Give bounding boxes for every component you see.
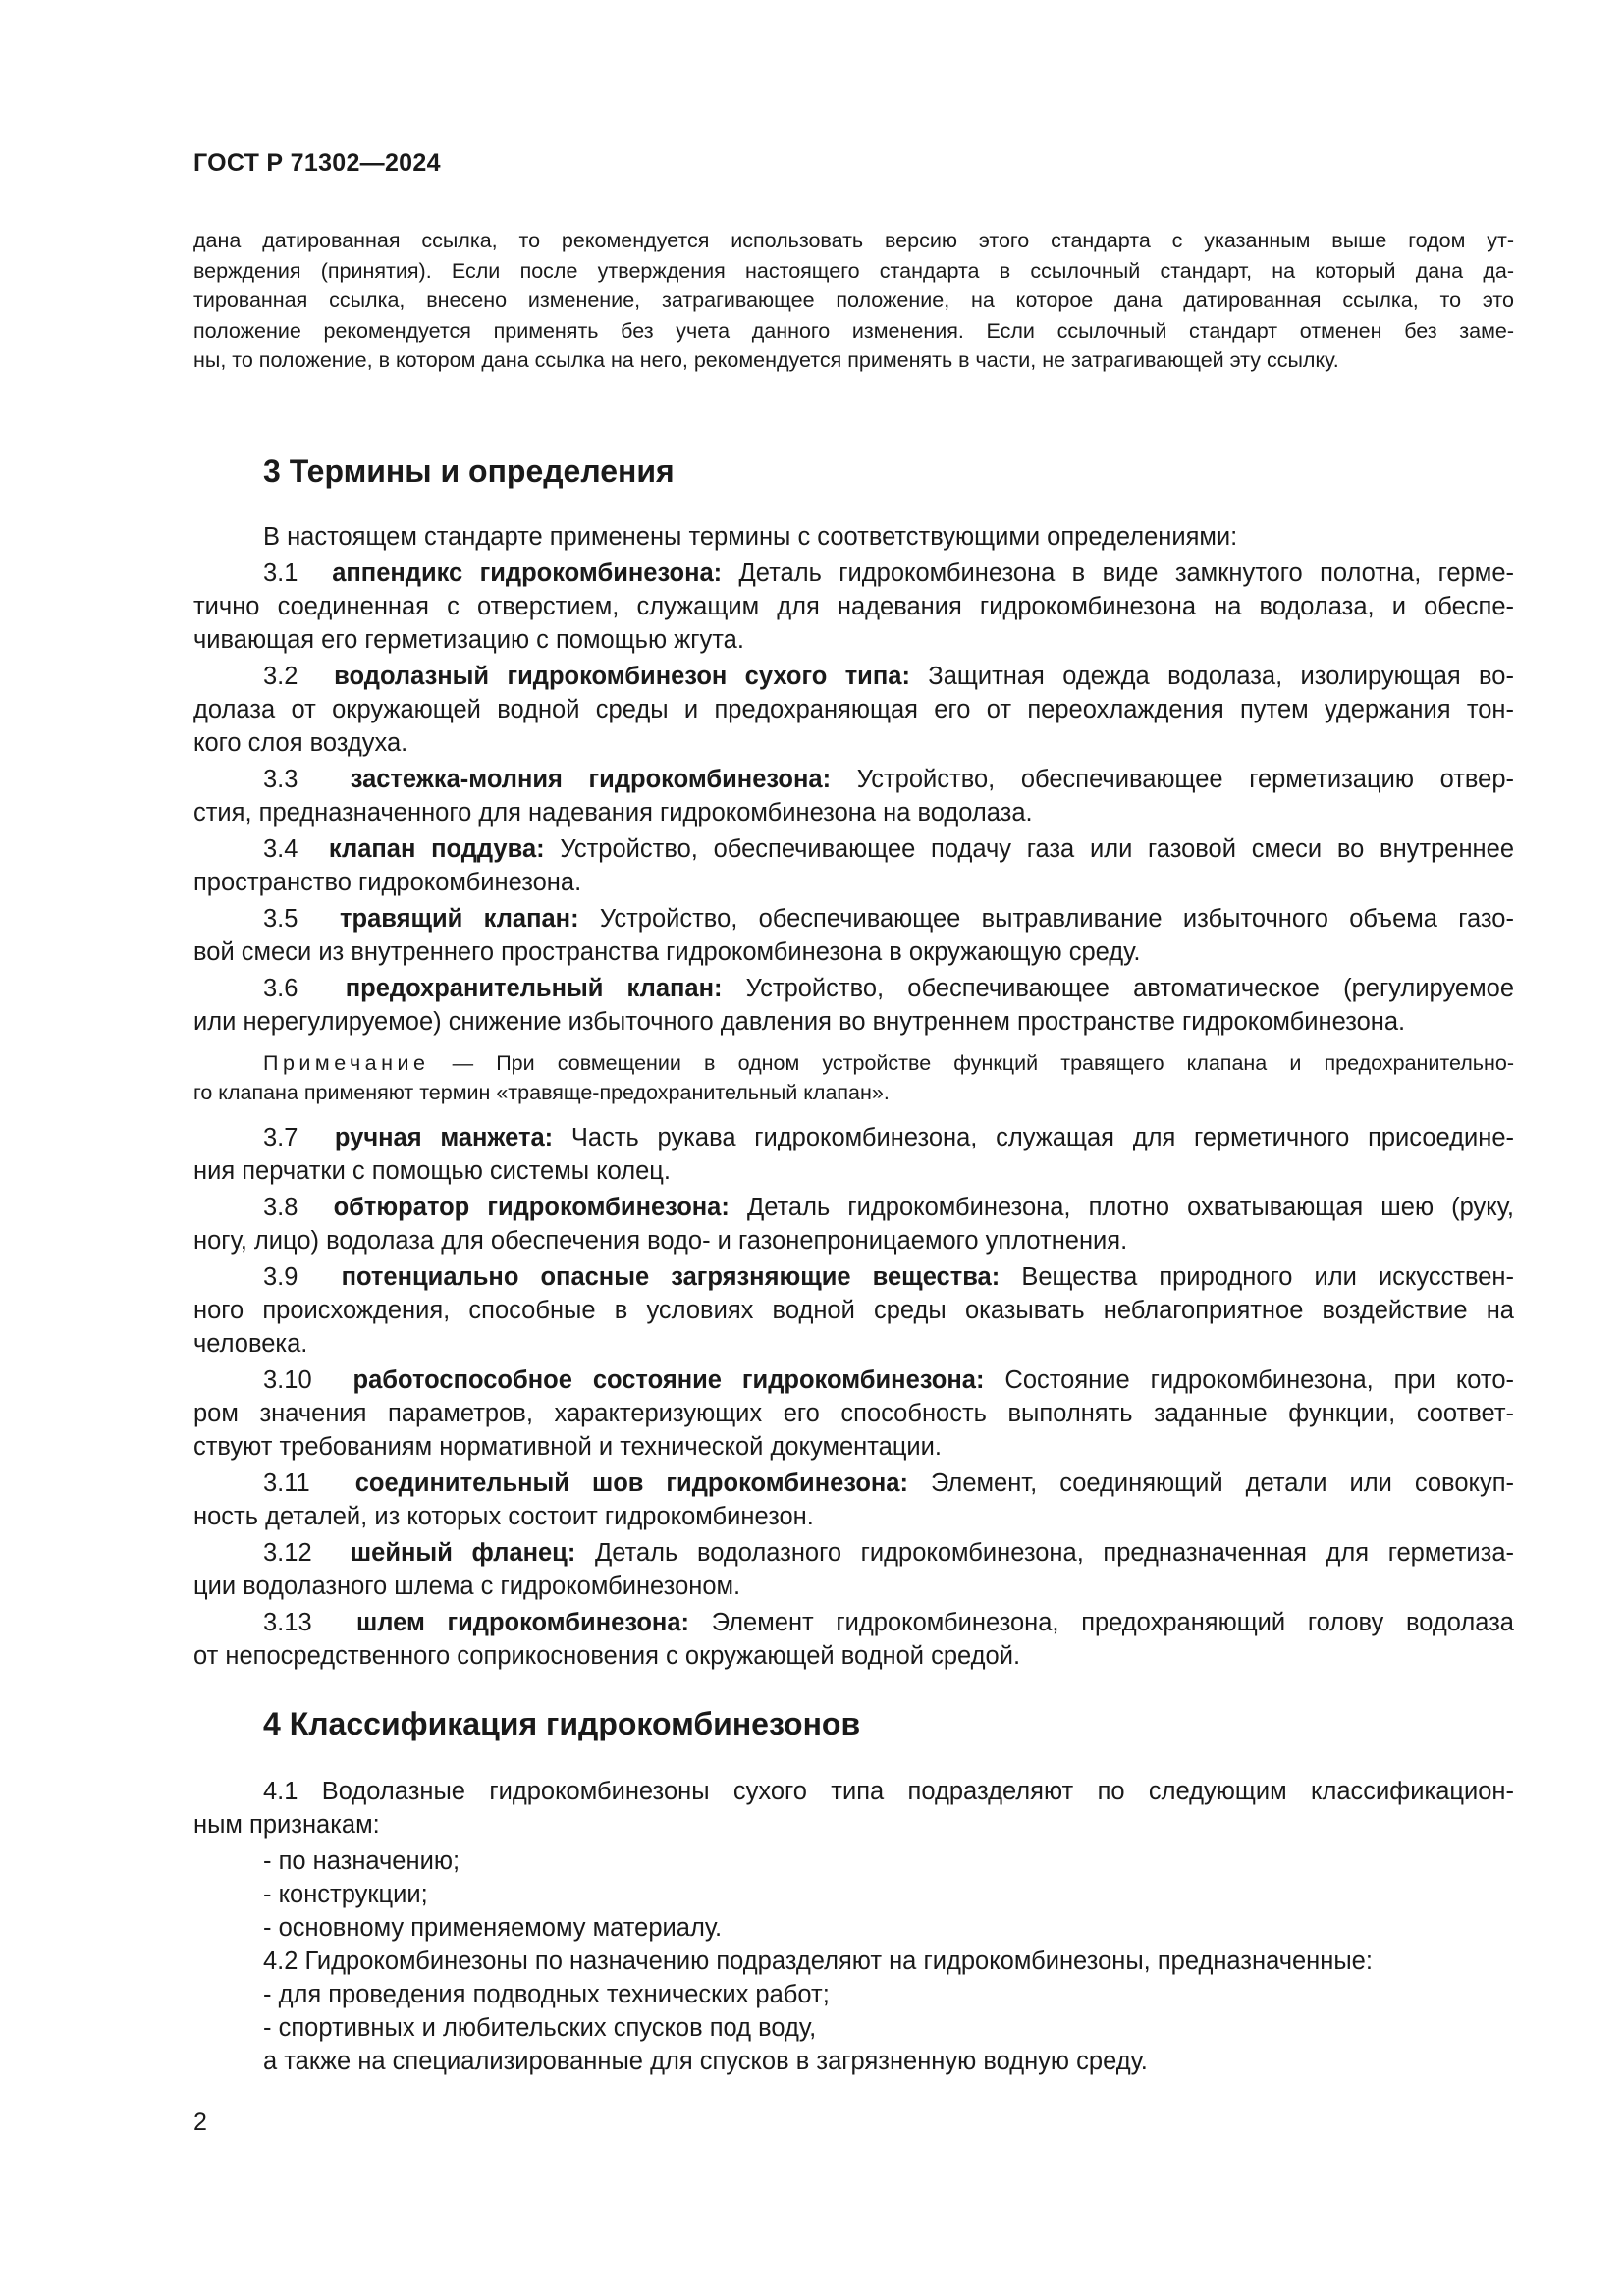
term-3-7 [193, 1121, 1514, 1188]
term-definition: чивающая его герметизацию с помощью жгута. [193, 626, 744, 654]
note-text: — При совмещении в одном устройстве функций травящего клапана и предохранительно- [429, 1051, 1514, 1075]
note-block [193, 1048, 1514, 1107]
note-text: го клапана применяют термин «травяще-предохранительный клапан». [193, 1081, 890, 1104]
term-definition: Деталь водолазного гидрокомбинезона, предназначенная для герметиза- [594, 1539, 1514, 1567]
term-number: 3.13 [263, 1609, 312, 1636]
paragraph-text: 4.1 Водолазные гидрокомбинезоны сухого типа подразделяют по следующим классификацион- [263, 1778, 1514, 1805]
term-number: 3.10 [263, 1366, 312, 1394]
term-name: ручная манжета: [334, 1124, 554, 1151]
term-number: 3.9 [263, 1263, 298, 1291]
section-3-title: 3 Термины и определения [263, 454, 675, 489]
intro-line: верждения (принятия). Если после утверждения настоящего стандарта в ссылочный стандарт, на который дана да- [193, 258, 1514, 283]
term-definition: стия, предназначенного для надевания гидрокомбинезона на водолаза. [193, 799, 1033, 827]
term-definition: Защитная одежда водолаза, изолирующая во- [928, 663, 1514, 690]
term-number: 3.2 [263, 663, 298, 690]
term-number: 3.12 [263, 1539, 312, 1567]
list-item: - конструкции; [263, 1881, 428, 1908]
term-3-9 [193, 1260, 1514, 1361]
intro-line: положение рекомендуется применять без учета данного изменения. Если ссылочный стандарт отменен без заме- [193, 318, 1514, 343]
term-number: 3.6 [263, 975, 298, 1002]
term-definition: ность деталей, из которых состоит гидрокомбинезон. [193, 1503, 814, 1530]
term-3-8 [193, 1191, 1514, 1257]
term-name: застежка-молния гидрокомбинезона: [350, 766, 832, 793]
term-3-1 [193, 557, 1514, 657]
paragraph-4-1 [193, 1775, 1514, 1842]
term-name: аппендикс гидрокомбинезона: [332, 560, 723, 587]
term-definition: пространство гидрокомбинезона. [193, 869, 582, 896]
term-3-4 [193, 832, 1514, 899]
closing-sentence: а также на специализированные для спусков в загрязненную водную среду. [263, 2048, 1148, 2075]
term-name: водолазный гидрокомбинезон сухого типа: [334, 663, 910, 690]
term-name: соединительный шов гидрокомбинезона: [354, 1469, 908, 1497]
intro-paragraph [193, 226, 1514, 376]
term-definition: Часть рукава гидрокомбинезона, служащая для герметичного присоедине- [570, 1124, 1515, 1151]
term-name: потенциально опасные загрязняющие вещества: [341, 1263, 1001, 1291]
term-definition: Устройство, обеспечивающее автоматическое (регулируемое [745, 975, 1514, 1002]
term-definition: ции водолазного шлема с гидрокомбинезоном. [193, 1573, 741, 1600]
paragraph-4-2: 4.2 Гидрокомбинезоны по назначению подразделяют на гидрокомбинезоны, предназначенные: [263, 1948, 1373, 1975]
term-definition: Деталь гидрокомбинезона, плотно охватывающая шею (руку, [746, 1194, 1515, 1221]
document-header: ГОСТ Р 71302—2024 [193, 149, 441, 177]
note-label: Примечание [263, 1051, 430, 1075]
term-definition: тично соединенная с отверстием, служащим для надевания гидрокомбинезона на водолаза, и обеспе- [193, 593, 1514, 620]
section-4-body [193, 1775, 1514, 2078]
term-definition: ногу, лицо) водолаза для обеспечения водо- и газонепроницаемого уплотнения. [193, 1227, 1128, 1255]
list-item: - спортивных и любительских спусков под воду, [263, 2014, 817, 2042]
term-name: шлем гидрокомбинезона: [355, 1609, 690, 1636]
term-definition: от непосредственного соприкосновения с окружающей водной средой. [193, 1642, 1021, 1670]
term-number: 3.7 [263, 1124, 298, 1151]
term-3-6 [193, 972, 1514, 1039]
intro-line: ны, то положение, в котором дана ссылка на него, рекомендуется применять в части, не затрагивающей эту ссылку. [193, 348, 1339, 373]
term-definition: Устройство, обеспечивающее подачу газа или газовой смеси во внутреннее [560, 835, 1515, 863]
term-definition: долаза от окружающей водной среды и предохраняющая его от переохлаждения путем удержания тон- [193, 696, 1514, 723]
term-name: обтюратор гидрокомбинезона: [333, 1194, 730, 1221]
term-3-11 [193, 1467, 1514, 1533]
paragraph-text: ным признакам: [193, 1811, 380, 1839]
term-name: травящий клапан: [340, 905, 579, 933]
term-3-10 [193, 1363, 1514, 1464]
section-3-lead: В настоящем стандарте применены термины с соответствующими определениями: [263, 523, 1238, 551]
list-item: - для проведения подводных технических работ; [263, 1981, 830, 2008]
term-number: 3.3 [263, 766, 298, 793]
term-definition: Устройство, обеспечивающее герметизацию отвер- [856, 766, 1515, 793]
term-number: 3.4 [263, 835, 298, 863]
term-3-2 [193, 660, 1514, 760]
term-definition: ствуют требованиям нормативной и технической документации. [193, 1433, 942, 1461]
term-definition: ром значения параметров, характеризующих его способность выполнять заданные функции, соответ- [193, 1400, 1514, 1427]
term-number: 3.11 [263, 1469, 310, 1497]
term-definition: человека. [193, 1330, 308, 1358]
section-3-body [193, 520, 1514, 1676]
term-3-3 [193, 763, 1514, 829]
term-3-13 [193, 1606, 1514, 1673]
term-definition: Состояние гидрокомбинезона, при кото- [1004, 1366, 1514, 1394]
term-name: шейный фланец: [350, 1539, 576, 1567]
term-number: 3.5 [263, 905, 298, 933]
term-definition: Элемент гидрокомбинезона, предохраняющий голову водолаза [711, 1609, 1514, 1636]
term-definition: Деталь гидрокомбинезона в виде замкнутого полотна, герме- [738, 560, 1514, 587]
term-3-5 [193, 902, 1514, 969]
term-number: 3.1 [263, 560, 298, 587]
term-definition: Устройство, обеспечивающее вытравливание избыточного объема газо- [599, 905, 1514, 933]
term-definition: Элемент, соединяющий детали или совокуп- [930, 1469, 1514, 1497]
term-number: 3.8 [263, 1194, 298, 1221]
term-definition: ния перчатки с помощью системы колец. [193, 1157, 671, 1185]
intro-line: дана датированная ссылка, то рекомендуется использовать версию этого стандарта с указанным выше годом ут- [193, 229, 1514, 252]
term-3-12 [193, 1536, 1514, 1603]
list-item: - по назначению; [263, 1847, 460, 1875]
list-item: - основному применяемому материалу. [263, 1914, 723, 1942]
term-name: клапан поддува: [328, 835, 545, 863]
section-4-title: 4 Классификация гидрокомбинезонов [263, 1706, 861, 1741]
term-definition: кого слоя воздуха. [193, 729, 408, 757]
term-name: предохранительный клапан: [345, 975, 723, 1002]
intro-line: тированная ссылка, внесено изменение, затрагивающее положение, на которое дана датированная ссылка, то это [193, 289, 1514, 313]
term-definition: вой смеси из внутреннего пространства гидрокомбинезона в окружающую среду. [193, 938, 1141, 966]
term-definition: ного происхождения, способные в условиях водной среды оказывать неблагоприятное воздействие на [193, 1297, 1514, 1324]
term-name: работоспособное состояние гидрокомбинезона: [352, 1366, 985, 1394]
term-definition: или нерегулируемое) снижение избыточного давления во внутреннем пространстве гидрокомбинезона. [193, 1008, 1406, 1036]
term-definition: Вещества природного или искусствен- [1021, 1263, 1515, 1291]
page-number: 2 [193, 2109, 207, 2136]
